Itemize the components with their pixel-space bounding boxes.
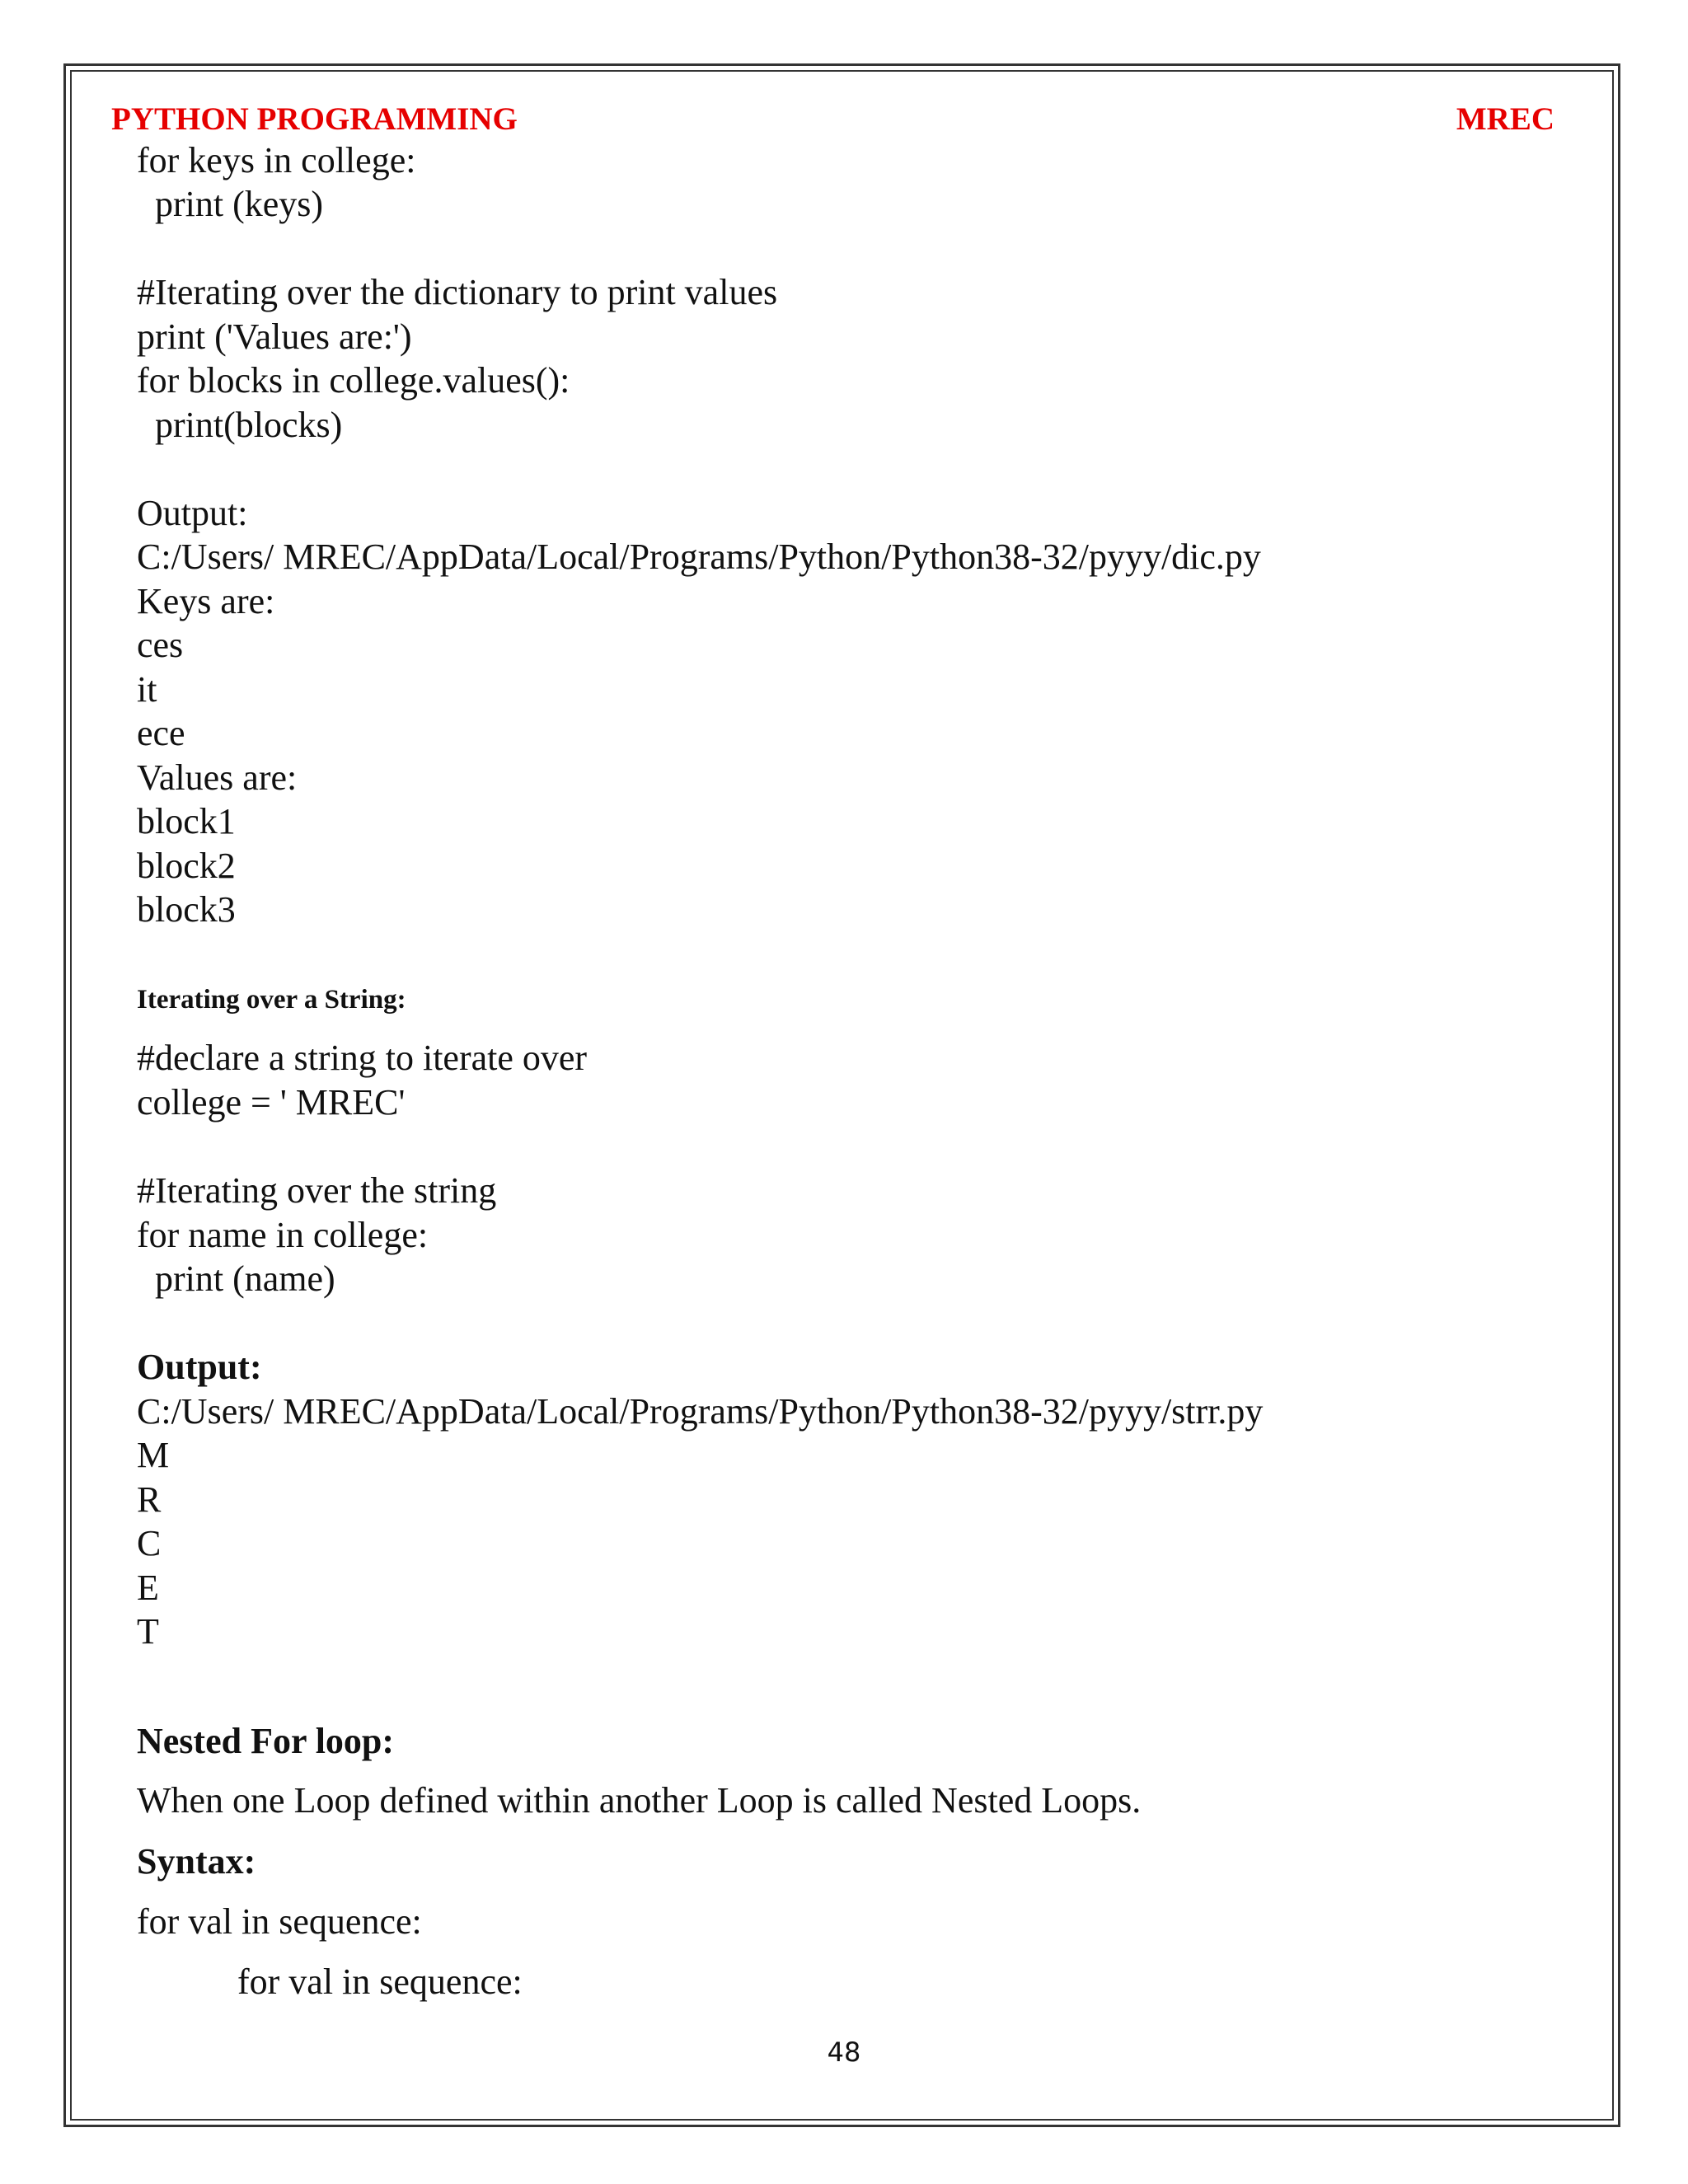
output-path: C:/Users/ MREC/AppData/Local/Programs/Python/Python38-32/pyyy/strr.py [137, 1391, 1264, 1432]
output-line: it [137, 669, 157, 710]
code-line: print ('Values are:') [137, 316, 412, 357]
output-line: block2 [137, 846, 236, 886]
output-line: T [137, 1611, 159, 1652]
output-keys-label: Keys are: [137, 581, 275, 621]
output-label: Output: [137, 493, 248, 533]
code-line: college = ' MREC' [137, 1082, 406, 1122]
header-institution: MREC [1456, 101, 1554, 137]
output-line: M [137, 1435, 170, 1475]
code-line: print(blocks) [155, 405, 343, 445]
syntax-label: Syntax: [137, 1841, 256, 1882]
code-line: print (name) [155, 1258, 335, 1299]
output-line: block3 [137, 889, 236, 930]
section-heading: Iterating over a String: [137, 985, 406, 1015]
paragraph: When one Loop defined within another Loop is called Nested Loops. [137, 1780, 1142, 1821]
code-comment: #Iterating over the string [137, 1170, 497, 1211]
code-line: for keys in college: [137, 140, 416, 180]
output-line: R [137, 1479, 162, 1520]
section-heading: Nested For loop: [137, 1721, 395, 1761]
header-title: PYTHON PROGRAMMING [111, 101, 518, 137]
code-line: for name in college: [137, 1215, 429, 1255]
code-comment: #Iterating over the dictionary to print values [137, 272, 778, 312]
code-line: for val in sequence: [237, 1961, 523, 2002]
output-line: C [137, 1523, 162, 1563]
output-path: C:/Users/ MREC/AppData/Local/Programs/Python/Python38-32/pyyy/dic.py [137, 537, 1261, 577]
output-line: ece [137, 713, 185, 753]
code-line: for blocks in college.values(): [137, 360, 570, 401]
output-line: E [137, 1568, 159, 1608]
code-line: for val in sequence: [137, 1901, 422, 1942]
output-line: ces [137, 625, 184, 665]
output-label: Output: [137, 1347, 262, 1387]
code-comment: #declare a string to iterate over [137, 1038, 588, 1078]
code-line: print (keys) [155, 184, 324, 224]
output-line: block1 [137, 801, 236, 841]
output-values-label: Values are: [137, 757, 298, 798]
page-number: 48 [827, 2036, 861, 2068]
